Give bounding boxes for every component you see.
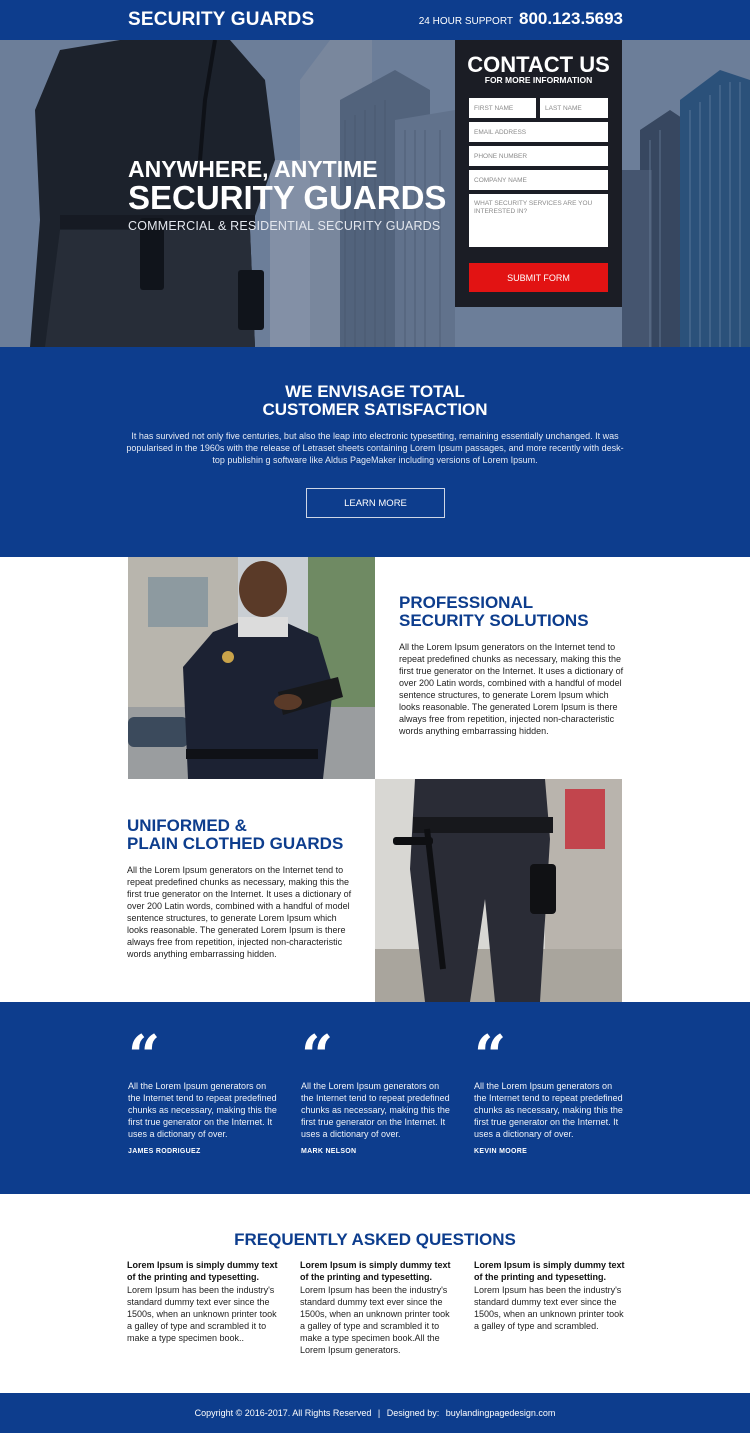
testimonial-text: All the Lorem Ipsum generators on the Internet tend to repeat predefined chunks as necessary, making this the first true generator on the Internet. It uses a dictionary of over. (128, 1081, 277, 1139)
company-input[interactable] (469, 170, 608, 190)
faq-question: Lorem Ipsum is simply dummy text of the printing and typesetting. (474, 1260, 625, 1282)
feature-2-title-line2: PLAIN CLOTHED GUARDS (127, 834, 344, 853)
learn-more-button[interactable]: LEARN MORE (306, 488, 445, 518)
form-title: CONTACT US (467, 52, 610, 77)
faq-answer: Lorem Ipsum has been the industry's standard dummy text ever since the 1500s, when an unknown printer took a galley of type and scrambled. (474, 1285, 624, 1331)
satisfaction-text: It has survived not only five centuries, but also the leap into electronic typesetting, remaining essentially unchanged. It was popularised in the 1960s with the release of Letraset sheets containing Lorem Ipsum passages, and more recently with desk-top publishin g software like Aldus PageMaker including versions of Lorem Ipsum. (126, 431, 624, 465)
faq-item (300, 1259, 452, 1356)
satisfaction-title-line2: CUSTOMER SATISFACTION (262, 400, 488, 419)
faq-item (127, 1259, 279, 1344)
satisfaction-title-line1: WE ENVISAGE TOTAL (285, 382, 465, 401)
services-textarea[interactable] (469, 194, 608, 247)
testimonial-card (301, 1023, 451, 1155)
testimonial-card (474, 1023, 624, 1155)
footer-copyright: Copyright © 2016-2017. All Rights Reserved (194, 1408, 372, 1418)
footer-designer-link[interactable]: buylandingpagedesign.com (445, 1408, 556, 1418)
feature-1-title (399, 594, 589, 630)
quote-icon: “ (474, 1023, 507, 1089)
testimonials-section (0, 1002, 750, 1194)
phone-input[interactable] (469, 146, 608, 166)
feature-1-text: All the Lorem Ipsum generators on the Internet tend to repeat predefined chunks as necessary, making this the first true generator on the Internet. It uses a dictionary of over 200 Latin words, combined with a handful of model sentence structures, to generate Lorem Ipsum which looks reasonable. The generated Lorem Ipsum is there always free from repetition, injected non-characteristic words anything embarrassing hidden. (399, 642, 624, 736)
hero-subtitle: COMMERCIAL & RESIDENTIAL SECURITY GUARDS (128, 219, 441, 233)
quote-icon: “ (128, 1023, 161, 1089)
footer-designed-by-label: Designed by: (386, 1408, 440, 1418)
faq-item (474, 1259, 626, 1332)
faq-question: Lorem Ipsum is simply dummy text of the printing and typesetting. (300, 1260, 451, 1282)
guard-belt-photo (375, 779, 622, 1002)
testimonial-author: MARK NELSON (301, 1148, 357, 1155)
feature-2-title (127, 817, 343, 853)
faq-question: Lorem Ipsum is simply dummy text of the printing and typesetting. (127, 1260, 278, 1282)
testimonial-card (128, 1023, 278, 1155)
feature-2-title-line1: UNIFORMED & (127, 816, 247, 835)
satisfaction-title (0, 383, 750, 419)
email-input[interactable] (469, 122, 608, 142)
contact-form-panel (455, 40, 622, 307)
testimonial-author: JAMES RODRIGUEZ (128, 1148, 201, 1155)
security-officer-photo (128, 557, 375, 779)
support-phone-link[interactable]: 800.123.5693 (519, 9, 623, 28)
support-label: 24 HOUR SUPPORT (418, 16, 513, 27)
form-subtitle: FOR MORE INFORMATION (484, 75, 593, 85)
faq-title: FREQUENTLY ASKED QUESTIONS (234, 1230, 516, 1249)
satisfaction-section (0, 347, 750, 557)
faq-answer: Lorem Ipsum has been the industry's standard dummy text ever since the 1500s, when an unknown printer took a galley of type and scrambled it to make a type specimen book.. (127, 1285, 277, 1343)
last-name-input[interactable] (540, 98, 608, 118)
first-name-input[interactable] (469, 98, 536, 118)
page-footer (0, 1393, 750, 1433)
testimonial-text: All the Lorem Ipsum generators on the Internet tend to repeat predefined chunks as necessary, making this the first true generator on the Internet. It uses a dictionary of over. (301, 1081, 450, 1139)
hero-title: SECURITY GUARDS (128, 179, 447, 216)
testimonial-author: KEVIN MOORE (474, 1148, 528, 1155)
hero-headline-block (128, 157, 446, 233)
hero-kicker: ANYWHERE, ANYTIME (128, 156, 378, 182)
hero-banner (0, 40, 750, 347)
testimonial-text: All the Lorem Ipsum generators on the Internet tend to repeat predefined chunks as necessary, making this the first true generator on the Internet. It uses a dictionary of over. (474, 1081, 623, 1139)
quote-icon: “ (301, 1023, 334, 1089)
feature-1-title-line2: SECURITY SOLUTIONS (399, 611, 589, 630)
top-header (0, 0, 750, 40)
submit-form-button[interactable]: SUBMIT FORM (469, 263, 608, 292)
faq-answer: Lorem Ipsum has been the industry's standard dummy text ever since the 1500s, when an unknown printer took a galley of type and scrambled it to make a type specimen book.All the Lorem Ipsum generators. (300, 1285, 450, 1355)
feature-1-title-line1: PROFESSIONAL (399, 593, 534, 612)
site-logo[interactable]: SECURITY GUARDS (128, 9, 315, 30)
footer-separator: | (377, 1408, 381, 1418)
feature-2-text: All the Lorem Ipsum generators on the Internet tend to repeat predefined chunks as necessary, making this the first true generator on the Internet. It uses a dictionary of over 200 Latin words, combined with a handful of model sentence structures, to generate Lorem Ipsum which looks reasonable. The generated Lorem Ipsum is there always free from repetition, injected non-characteristic words anything embarrassing hidden. (127, 865, 352, 959)
support-info (419, 9, 623, 29)
